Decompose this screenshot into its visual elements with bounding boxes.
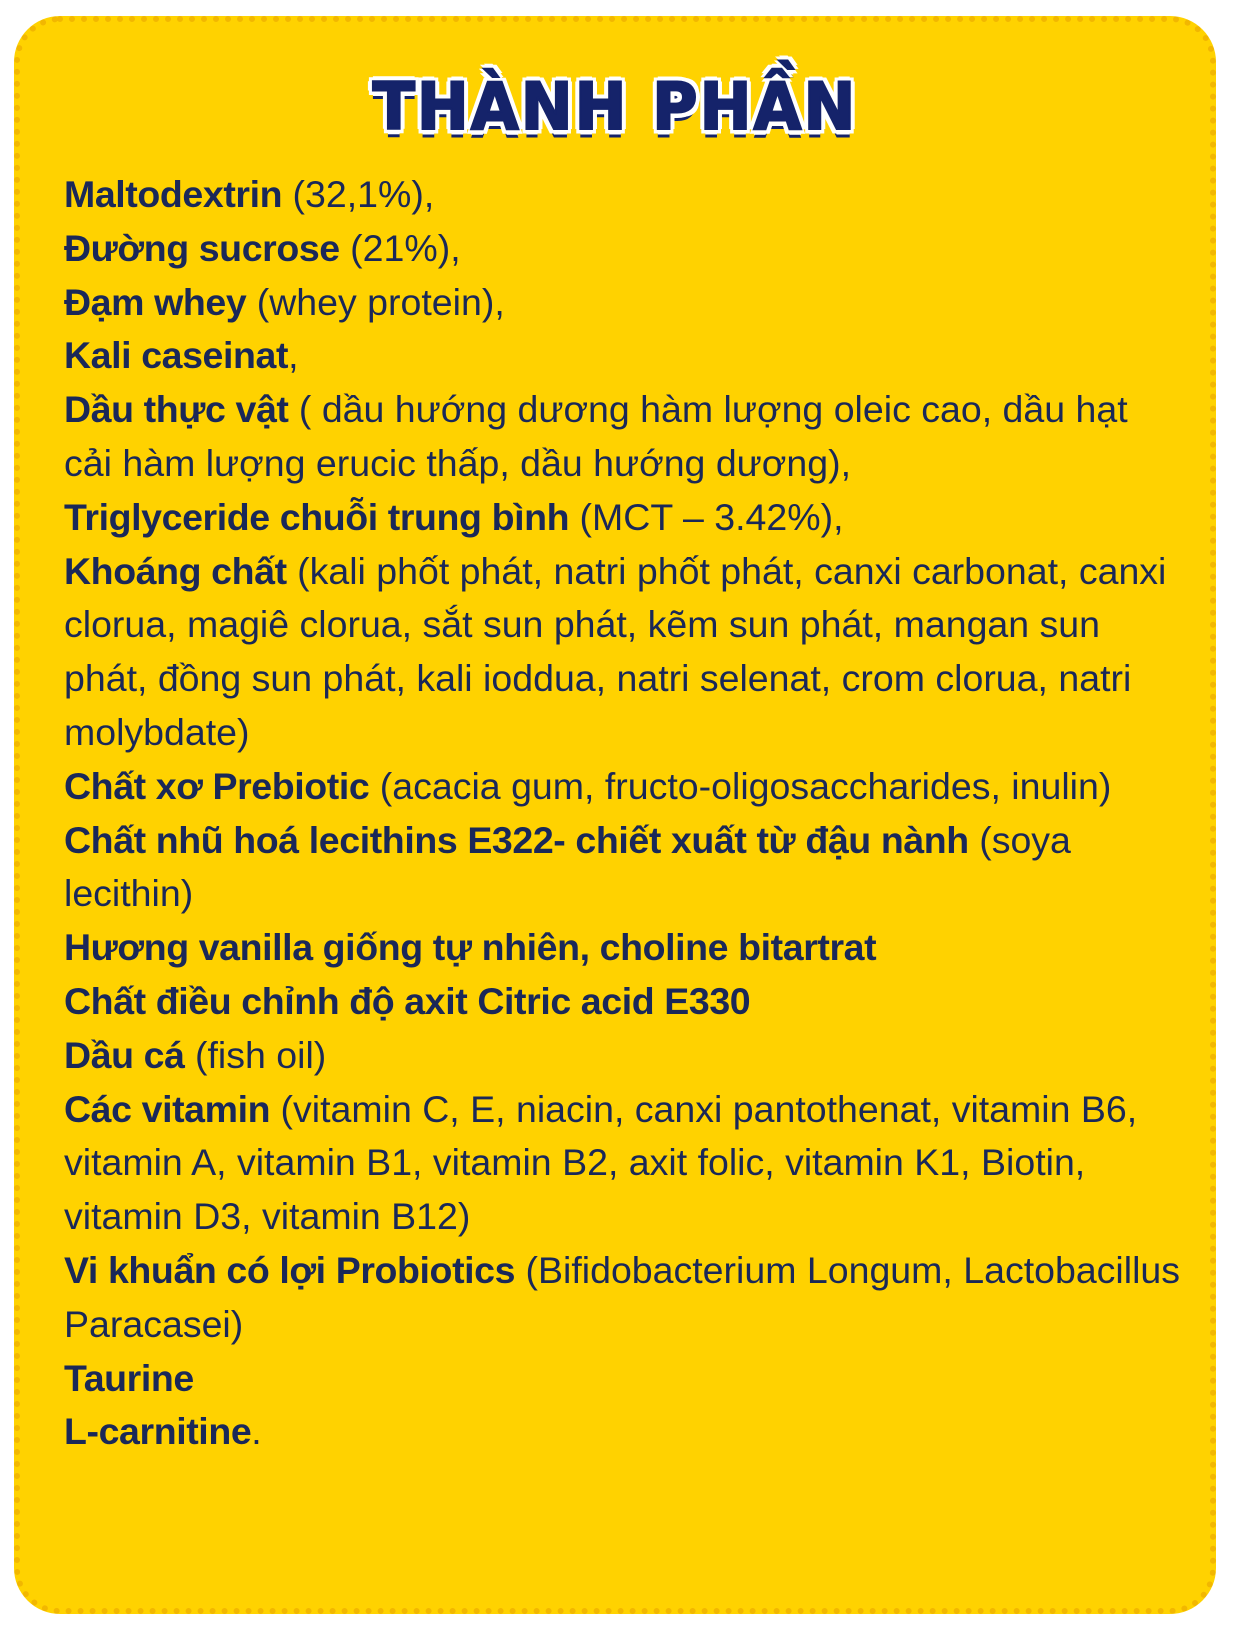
ingredient-name: Chất xơ Prebiotic: [64, 764, 370, 807]
list-item: [64, 1244, 1184, 1352]
list-item: [64, 975, 1184, 1029]
list-item: [64, 1405, 1184, 1459]
list-item: [64, 921, 1184, 975]
ingredient-detail: (Bifidobacterium Longum, Lactobacillus Paracasei): [64, 1248, 1181, 1345]
page-title: THÀNH PHẦN: [372, 68, 858, 145]
ingredients-card: [14, 16, 1216, 1614]
ingredient-name: Các vitamin: [64, 1087, 271, 1130]
list-item: [64, 1083, 1184, 1244]
list-item: [64, 760, 1184, 814]
ingredient-detail: .: [251, 1410, 262, 1453]
list-item: [64, 168, 1184, 222]
ingredient-name: Triglyceride chuỗi trung bình: [64, 495, 570, 538]
ingredient-detail: (whey protein),: [246, 280, 505, 323]
ingredient-name: Vi khuẩn có lợi Probiotics: [64, 1248, 516, 1291]
ingredient-detail: (32,1%),: [282, 173, 435, 215]
list-item: [64, 814, 1184, 922]
ingredient-name: Đường sucrose: [64, 226, 340, 269]
ingredient-detail: (kali phốt phát, natri phốt phát, canxi carbonat, canxi clorua, magiê clorua, sắt sun phát, kẽm sun phát, mangan sun phát, đồng sun phát, kali ioddua, natri selenat, crom clorua, natri molybdate): [64, 549, 1167, 753]
ingredient-name: Maltodextrin: [64, 173, 283, 215]
ingredient-name: Kali caseinat: [64, 334, 289, 377]
ingredient-name: Dầu thực vật: [64, 388, 289, 431]
ingredient-detail: (fish oil): [184, 1033, 327, 1076]
list-item: [64, 1029, 1184, 1083]
list-item: [64, 329, 1184, 383]
ingredient-detail: (acacia gum, fructo-oligosaccharides, inulin): [369, 764, 1112, 807]
ingredient-name: Chất điều chỉnh độ axit Citric acid E330: [64, 979, 751, 1022]
ingredient-detail: (MCT – 3.42%),: [569, 495, 844, 538]
list-item: [64, 276, 1184, 330]
list-item: [64, 222, 1184, 276]
ingredient-name: Taurine: [64, 1356, 194, 1399]
list-item: [64, 1352, 1184, 1406]
ingredient-detail: ( dầu hướng dương hàm lượng oleic cao, dầu hạt cải hàm lượng erucic thấp, dầu hướng dương),: [64, 388, 1128, 484]
list-item: [64, 545, 1184, 760]
ingredient-name: Đạm whey: [64, 280, 247, 323]
list-item: [64, 383, 1184, 491]
ingredient-list: [64, 168, 1184, 1459]
ingredient-detail: (vitamin C, E, niacin, canxi pantothenat, vitamin B6, vitamin A, vitamin B1, vitamin B2, axit folic, vitamin K1, Biotin, vitamin D3, vitamin B12): [64, 1087, 1138, 1238]
ingredient-detail: (21%),: [339, 226, 461, 269]
ingredient-detail: (soya lecithin): [64, 818, 1071, 915]
ingredient-detail: ,: [288, 334, 299, 377]
ingredient-name: Khoáng chất: [64, 549, 287, 592]
ingredient-name: L-carnitine: [64, 1410, 252, 1453]
list-item: [64, 491, 1184, 545]
ingredient-name: Dầu cá: [64, 1033, 185, 1076]
ingredient-name: Chất nhũ hoá lecithins E322- chiết xuất từ đậu nành: [64, 818, 969, 861]
ingredient-name: Hương vanilla giống tự nhiên, choline bitartrat: [64, 926, 877, 969]
